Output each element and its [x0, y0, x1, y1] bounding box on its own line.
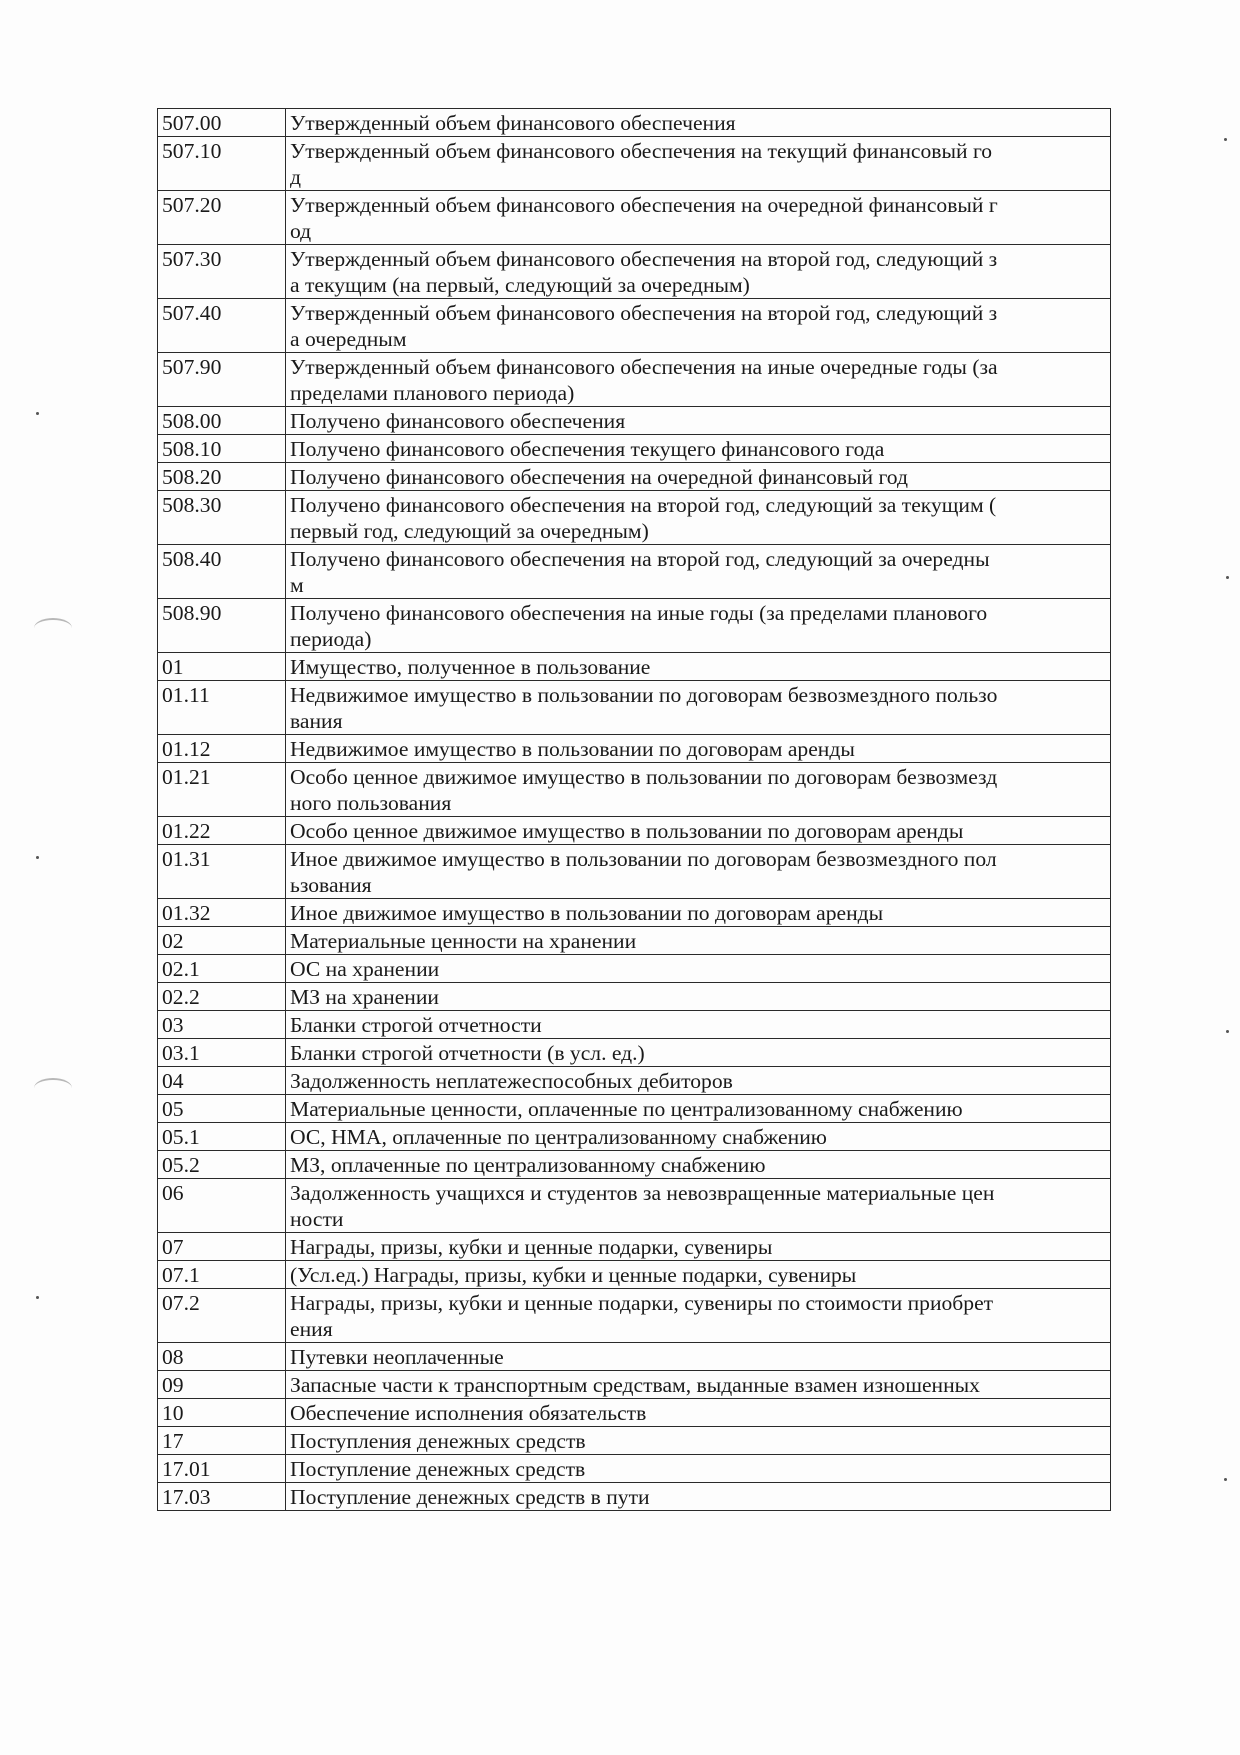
account-name-cell: Задолженность неплатежеспособных дебиторов	[286, 1067, 1111, 1095]
account-code-cell: 08	[158, 1343, 286, 1371]
table-row	[158, 545, 1111, 599]
account-code-cell: 507.20	[158, 191, 286, 245]
scan-speck	[36, 856, 39, 859]
account-name-cell: Поступления денежных средств	[286, 1427, 1111, 1455]
table-row	[158, 1483, 1111, 1511]
account-code-cell: 05.1	[158, 1123, 286, 1151]
table-row	[158, 1233, 1111, 1261]
account-name-cell: Обеспечение исполнения обязательств	[286, 1399, 1111, 1427]
table-row	[158, 1343, 1111, 1371]
account-code-cell: 06	[158, 1179, 286, 1233]
account-name-cell: Утвержденный объем финансового обеспечения на второй год, следующий з а текущим (на первый, следующий за очередным)	[286, 245, 1111, 299]
table-row	[158, 407, 1111, 435]
account-code-cell: 07.1	[158, 1261, 286, 1289]
account-code-cell: 01.22	[158, 817, 286, 845]
table-row	[158, 1095, 1111, 1123]
scan-speck	[1224, 1478, 1227, 1481]
table-row	[158, 1427, 1111, 1455]
account-name-cell: ОС, НМА, оплаченные по централизованному снабжению	[286, 1123, 1111, 1151]
table-row	[158, 1289, 1111, 1343]
account-name-cell: Получено финансового обеспечения на очередной финансовый год	[286, 463, 1111, 491]
table-row	[158, 435, 1111, 463]
account-code-cell: 05.2	[158, 1151, 286, 1179]
account-code-cell: 507.00	[158, 109, 286, 137]
account-code-cell: 09	[158, 1371, 286, 1399]
account-code-cell: 01.11	[158, 681, 286, 735]
account-name-cell: Недвижимое имущество в пользовании по договорам безвозмездного пользо вания	[286, 681, 1111, 735]
account-name-cell: Особо ценное движимое имущество в пользовании по договорам безвозмезд ного пользования	[286, 763, 1111, 817]
account-name-cell: Получено финансового обеспечения текущего финансового года	[286, 435, 1111, 463]
table-row	[158, 1371, 1111, 1399]
account-code-cell: 05	[158, 1095, 286, 1123]
table-row	[158, 599, 1111, 653]
account-code-cell: 01.12	[158, 735, 286, 763]
table-row	[158, 1261, 1111, 1289]
table-row	[158, 983, 1111, 1011]
account-codes-table-body	[158, 109, 1111, 1511]
account-code-cell: 507.10	[158, 137, 286, 191]
table-row	[158, 1455, 1111, 1483]
account-name-cell: Утвержденный объем финансового обеспечения на второй год, следующий з а очередным	[286, 299, 1111, 353]
account-name-cell: Материальные ценности, оплаченные по централизованному снабжению	[286, 1095, 1111, 1123]
account-name-cell: Материальные ценности на хранении	[286, 927, 1111, 955]
account-code-cell: 02.2	[158, 983, 286, 1011]
account-code-cell: 02.1	[158, 955, 286, 983]
table-row	[158, 191, 1111, 245]
account-code-cell: 17.01	[158, 1455, 286, 1483]
table-row	[158, 299, 1111, 353]
account-name-cell: Недвижимое имущество в пользовании по договорам аренды	[286, 735, 1111, 763]
table-row	[158, 763, 1111, 817]
account-name-cell: Награды, призы, кубки и ценные подарки, сувениры	[286, 1233, 1111, 1261]
account-code-cell: 07.2	[158, 1289, 286, 1343]
table-row	[158, 1039, 1111, 1067]
account-name-cell: ОС на хранении	[286, 955, 1111, 983]
account-code-cell: 508.30	[158, 491, 286, 545]
table-row	[158, 353, 1111, 407]
account-code-cell: 508.10	[158, 435, 286, 463]
table-row	[158, 653, 1111, 681]
account-code-cell: 17.03	[158, 1483, 286, 1511]
table-row	[158, 1179, 1111, 1233]
account-code-cell: 507.90	[158, 353, 286, 407]
account-code-cell: 508.90	[158, 599, 286, 653]
table-row	[158, 1151, 1111, 1179]
account-code-cell: 01.21	[158, 763, 286, 817]
account-code-cell: 508.40	[158, 545, 286, 599]
account-name-cell: Имущество, полученное в пользование	[286, 653, 1111, 681]
account-code-cell: 01.32	[158, 899, 286, 927]
account-code-cell: 10	[158, 1399, 286, 1427]
binder-hole-mark	[34, 1078, 72, 1098]
account-name-cell: Утвержденный объем финансового обеспечения	[286, 109, 1111, 137]
account-code-cell: 07	[158, 1233, 286, 1261]
account-name-cell: Получено финансового обеспечения на второй год, следующий за очередны м	[286, 545, 1111, 599]
account-name-cell: МЗ, оплаченные по централизованному снабжению	[286, 1151, 1111, 1179]
account-code-cell: 17	[158, 1427, 286, 1455]
account-name-cell: Утвержденный объем финансового обеспечения на иные очередные годы (за пределами планового периода)	[286, 353, 1111, 407]
table-row	[158, 245, 1111, 299]
table-row	[158, 955, 1111, 983]
account-name-cell: Особо ценное движимое имущество в пользовании по договорам аренды	[286, 817, 1111, 845]
account-name-cell: МЗ на хранении	[286, 983, 1111, 1011]
account-code-cell: 508.20	[158, 463, 286, 491]
scan-speck	[1226, 1030, 1229, 1033]
scan-speck	[36, 412, 39, 415]
account-name-cell: Получено финансового обеспечения на иные годы (за пределами планового периода)	[286, 599, 1111, 653]
account-code-cell: 01	[158, 653, 286, 681]
account-name-cell: Путевки неоплаченные	[286, 1343, 1111, 1371]
table-row	[158, 1067, 1111, 1095]
table-row	[158, 845, 1111, 899]
account-code-cell: 04	[158, 1067, 286, 1095]
account-code-cell: 507.30	[158, 245, 286, 299]
account-name-cell: Поступление денежных средств в пути	[286, 1483, 1111, 1511]
scan-speck	[1226, 576, 1229, 579]
account-name-cell: Бланки строгой отчетности	[286, 1011, 1111, 1039]
binder-hole-mark	[34, 618, 72, 638]
table-row	[158, 735, 1111, 763]
table-row	[158, 817, 1111, 845]
account-name-cell: Награды, призы, кубки и ценные подарки, сувениры по стоимости приобрет ения	[286, 1289, 1111, 1343]
account-name-cell: (Усл.ед.) Награды, призы, кубки и ценные подарки, сувениры	[286, 1261, 1111, 1289]
account-name-cell: Иное движимое имущество в пользовании по договорам безвозмездного пол ьзования	[286, 845, 1111, 899]
account-name-cell: Иное движимое имущество в пользовании по договорам аренды	[286, 899, 1111, 927]
table-row	[158, 681, 1111, 735]
table-row	[158, 927, 1111, 955]
table-row	[158, 463, 1111, 491]
account-name-cell: Бланки строгой отчетности (в усл. ед.)	[286, 1039, 1111, 1067]
account-code-cell: 507.40	[158, 299, 286, 353]
table-row	[158, 137, 1111, 191]
account-code-cell: 01.31	[158, 845, 286, 899]
account-name-cell: Утвержденный объем финансового обеспечения на текущий финансовый го д	[286, 137, 1111, 191]
table-row	[158, 1399, 1111, 1427]
account-code-cell: 02	[158, 927, 286, 955]
account-name-cell: Задолженность учащихся и студентов за невозвращенные материальные цен ности	[286, 1179, 1111, 1233]
scan-speck	[36, 1296, 39, 1299]
account-name-cell: Получено финансового обеспечения	[286, 407, 1111, 435]
account-code-cell: 508.00	[158, 407, 286, 435]
account-code-cell: 03.1	[158, 1039, 286, 1067]
table-row	[158, 109, 1111, 137]
account-name-cell: Запасные части к транспортным средствам, выданные взамен изношенных	[286, 1371, 1111, 1399]
table-row	[158, 1123, 1111, 1151]
account-code-cell: 03	[158, 1011, 286, 1039]
table-row	[158, 899, 1111, 927]
account-name-cell: Утвержденный объем финансового обеспечения на очередной финансовый г од	[286, 191, 1111, 245]
table-row	[158, 491, 1111, 545]
table-row	[158, 1011, 1111, 1039]
account-name-cell: Получено финансового обеспечения на второй год, следующий за текущим ( первый год, следующий за очередным)	[286, 491, 1111, 545]
account-codes-table	[157, 108, 1111, 1511]
account-name-cell: Поступление денежных средств	[286, 1455, 1111, 1483]
scan-speck	[1224, 138, 1227, 141]
